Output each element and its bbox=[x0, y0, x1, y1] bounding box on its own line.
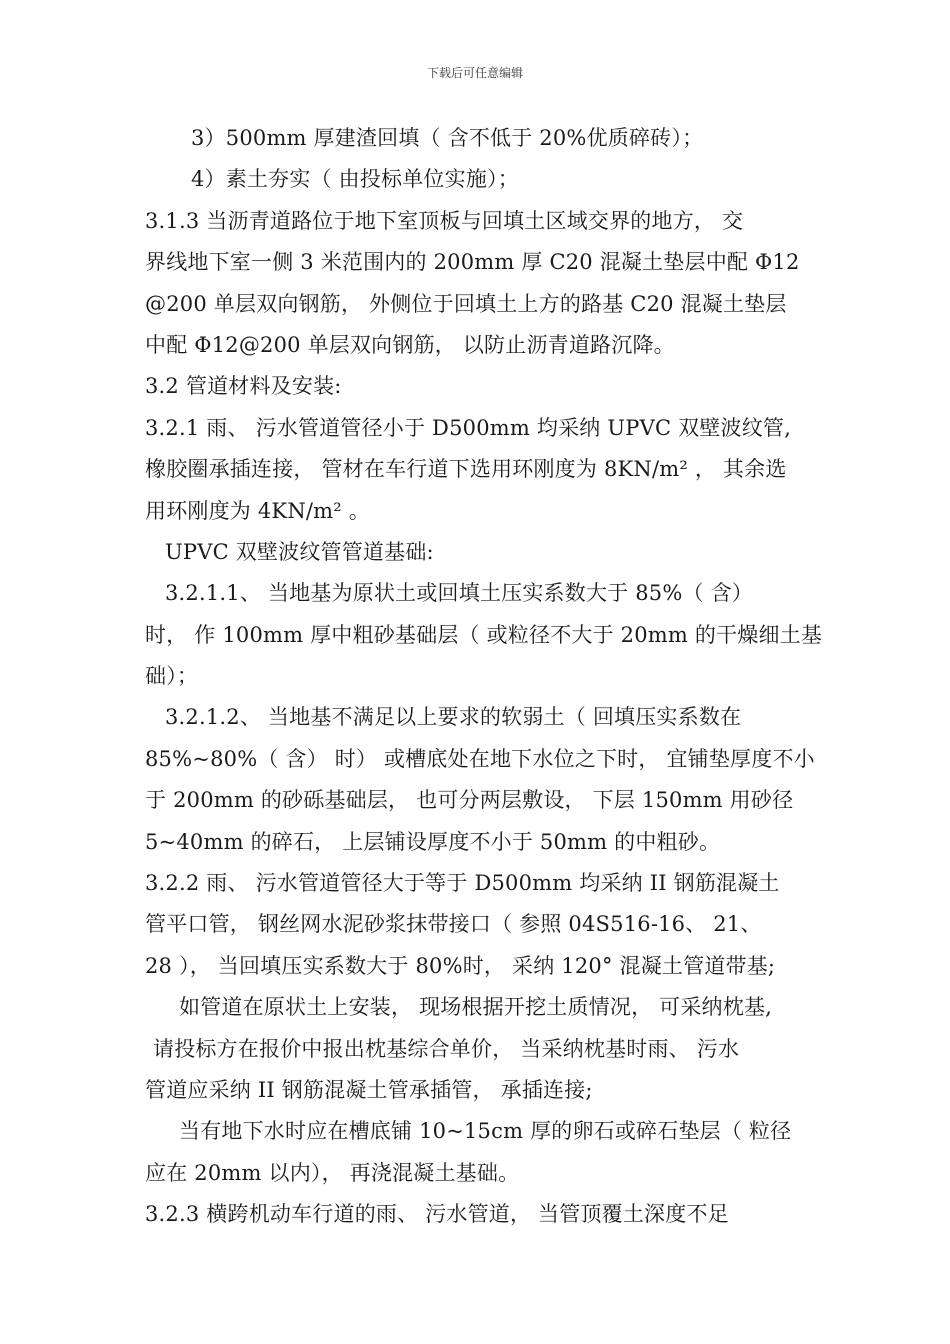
text-line: 28 ）， 当回填压实系数大于 80%时， 采纳 120° 混凝土管道带基; bbox=[145, 953, 776, 978]
text-line: 于 200mm 的砂砾基础层， 也可分两层敷设， 下层 150mm 用砂径 bbox=[145, 788, 794, 813]
text-line: 中配 Φ12@200 单层双向钢筋， 以防止沥青道路沉降。 bbox=[145, 332, 675, 357]
text-line: 管平口管， 钢丝网水泥砂浆抹带接口（ 参照 04S516-16、 21、 bbox=[145, 912, 762, 937]
document-body bbox=[145, 118, 823, 1236]
text-line: 请投标方在报价中报出枕基综合单价， 当采纳枕基时雨、 污水 bbox=[153, 1036, 740, 1061]
text-line: 管道应采纳 II 钢筋混凝土管承插管， 承插连接; bbox=[145, 1077, 593, 1102]
text-line: 3.2.2 雨、 污水管道管径大于等于 D500mm 均采纳 II 钢筋混凝土 bbox=[145, 871, 780, 896]
text-line: 3）500mm 厚建渣回填（ 含不低于 20%优质碎砖）； bbox=[191, 126, 704, 150]
text-line: 界线地下室一侧 3 米范围内的 200mm 厚 C20 混凝土垫层中配 Φ12 bbox=[145, 250, 800, 275]
text-line: 如管道在原状土上安装， 现场根据开挖土质情况， 可采纳枕基, bbox=[179, 995, 773, 1020]
text-line: 应在 20mm 以内）， 再浇混凝土基础。 bbox=[145, 1160, 520, 1185]
text-line: 3.2.1.2、 当地基不满足以上要求的软弱土（ 回填压实系数在 bbox=[165, 705, 742, 730]
text-line: 础）； bbox=[145, 664, 199, 689]
text-line: 用环刚度为 4KN/m² 。 bbox=[145, 498, 370, 523]
text-line: @200 单层双向钢筋， 外侧位于回填土上方的路基 C20 混凝土垫层 bbox=[145, 291, 787, 316]
page-header-note: 下载后可任意编辑 bbox=[426, 66, 523, 80]
text-line: 3.2.3 横跨机动车行道的雨、 污水管道， 当管顶覆土深度不足 bbox=[145, 1202, 729, 1227]
subsection-heading: UPVC 双壁波纹管管道基础: bbox=[165, 539, 434, 564]
text-line: 4）素土夯实（ 由投标单位实施）； bbox=[191, 167, 519, 192]
text-line: 当有地下水时应在槽底铺 10~15cm 厚的卵石或碎石垫层（ 粒径 bbox=[179, 1119, 792, 1144]
text-line: 5~40mm 的碎石， 上层铺设厚度不小于 50mm 的中粗砂。 bbox=[145, 829, 721, 854]
text-line: 3.1.3 当沥青道路位于地下室顶板与回填土区域交界的地方， 交 bbox=[145, 208, 744, 233]
text-line: 橡胶圈承插连接， 管材在车行道下选用环刚度为 8KN/m² ， 其余选 bbox=[145, 457, 787, 482]
text-line: 时， 作 100mm 厚中粗砂基础层（ 或粒径不大于 20mm 的干燥细土基 bbox=[145, 622, 823, 647]
text-line: 3.2.1 雨、 污水管道管径小于 D500mm 均采纳 UPVC 双壁波纹管, bbox=[145, 415, 791, 440]
text-line: 85%~80%（ 含） 时） 或槽底处在地下水位之下时， 宜铺垫厚度不小 bbox=[145, 746, 815, 771]
text-line: 3.2.1.1、 当地基为原状土或回填土压实系数大于 85%（ 含） bbox=[165, 581, 753, 606]
section-heading: 3.2 管道材料及安装: bbox=[145, 374, 342, 399]
